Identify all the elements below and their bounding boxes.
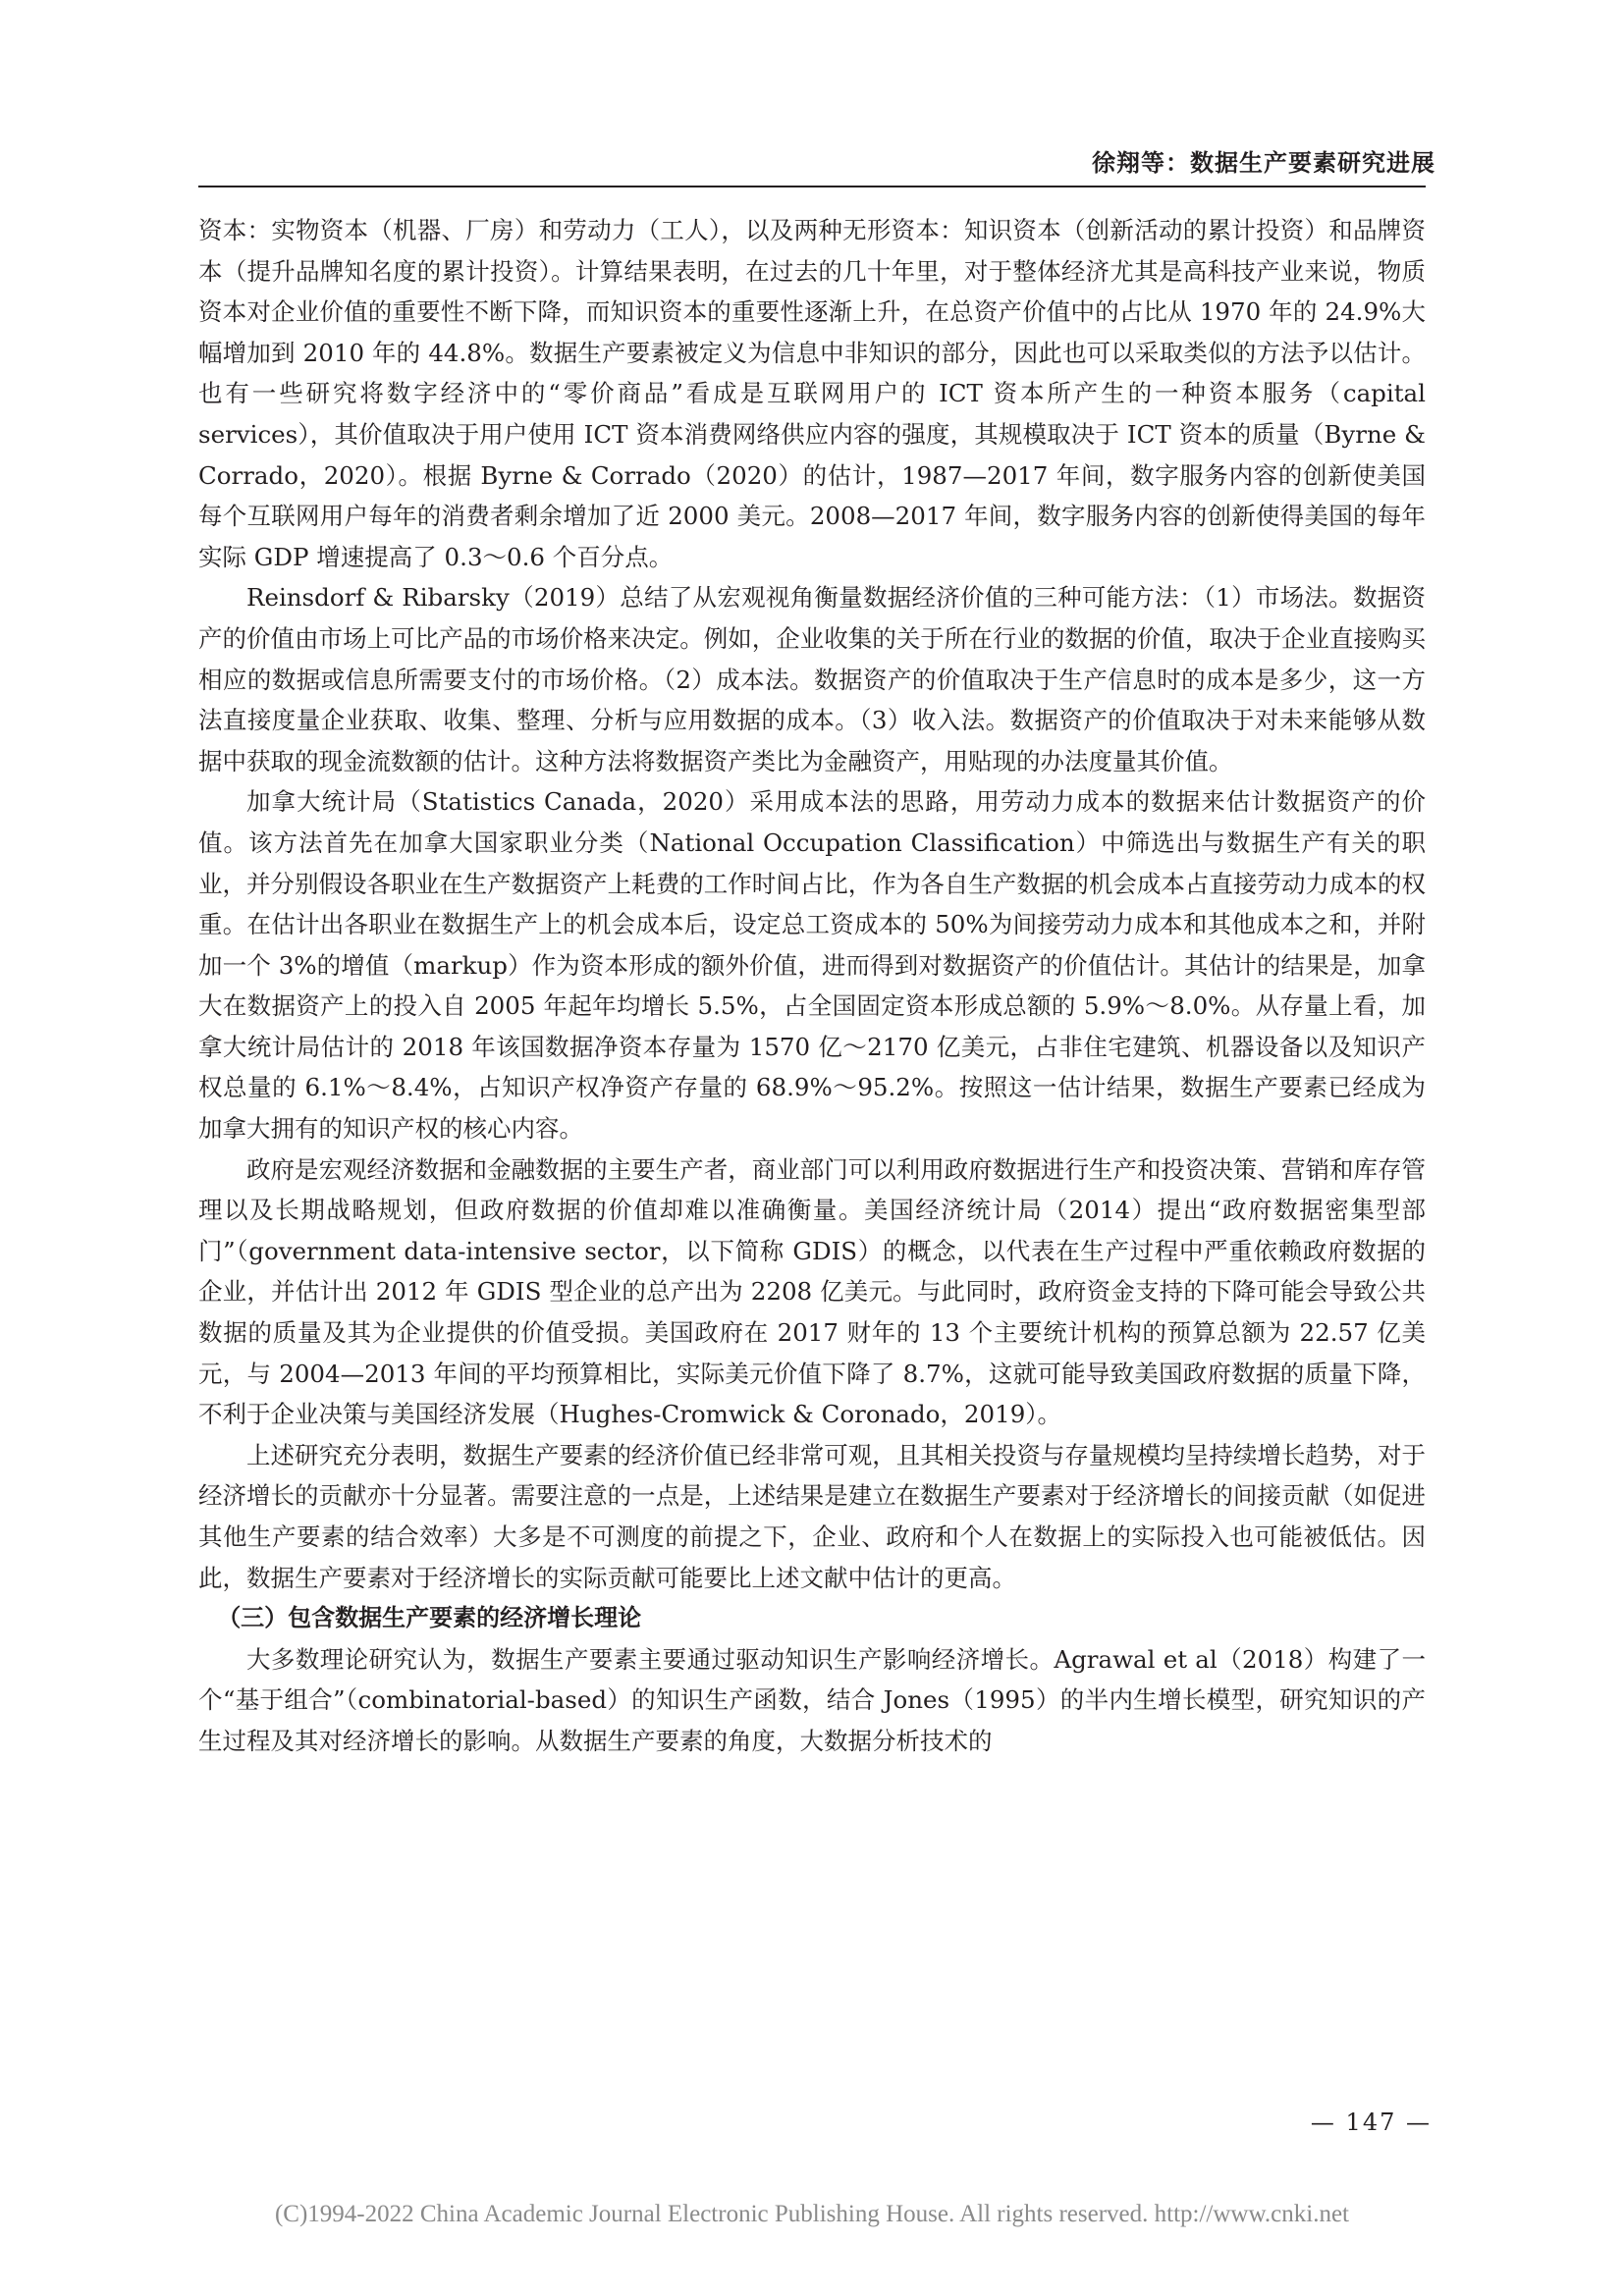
header-rule [198,186,1426,187]
body-paragraph-4: 政府是宏观经济数据和金融数据的主要生产者，商业部门可以利用政府数据进行生产和投资决策、营销和库存管理以及长期战略规划，但政府数据的价值却难以准确衡量。美国经济统计局（2014）提出“政府数据密集型部门”（government data-intensive sector，以下简称 GDIS）的概念，以代表在生产过程中严重依赖政府数据的企业，并估计出 2012 年 GDIS 型企业的总产出为 2208 亿美元。与此同时，政府资金支持的下降可能会导致公共数据的质量及其为企业提供的价值受损。美国政府在 2017 财年的 13 个主要统计机构的预算总额为 22.57 亿美元，与 2004—2013 年间的平均预算相比，实际美元价值下降了 8.7%，这就可能导致美国政府数据的质量下降，不利于企业决策与美国经济发展（Hughes-Cromwick & Coronado，2019）。 [198,1154,1426,1429]
section-paragraph: 大多数理论研究认为，数据生产要素主要通过驱动知识生产影响经济增长。Agrawal et al（2018）构建了一个“基于组合”（combinatorial-based）的知识生产函数，结合 Jones（1995）的半内生增长模型，研究知识的产生过程及其对经济增长的影响。从数据生产要素的角度，大数据分析技术的 [198,1644,1426,1755]
body-paragraph-2: Reinsdorf & Ribarsky（2019）总结了从宏观视角衡量数据经济价值的三种可能方法：（1）市场法。数据资产的价值由市场上可比产品的市场价格来决定。例如，企业收集的关于所在行业的数据的价值，取决于企业直接购买相应的数据或信息所需要支付的市场价格。（2）成本法。数据资产的价值取决于生产信息时的成本是多少，这一方法直接度量企业获取、收集、整理、分析与应用数据的成本。（3）收入法。数据资产的价值取决于对未来能够从数据中获取的现金流数额的估计。这种方法将数据资产类比为金融资产，用贴现的办法度量其价值。 [198,583,1426,775]
running-header-title: 徐翔等：数据生产要素研究进展 [1092,149,1435,177]
article-body [198,210,1426,1762]
page-number: — 147 — [1310,2109,1432,2136]
body-paragraph-3: 加拿大统计局（Statistics Canada，2020）采用成本法的思路，用劳动力成本的数据来估计数据资产的价值。该方法首先在加拿大国家职业分类（National Occupation Classification）中筛选出与数据生产有关的职业，并分别假设各职业在生产数据资产上耗费的工作时间占比，作为各自生产数据的机会成本占直接劳动力成本的权重。在估计出各职业在数据生产上的机会成本后，设定总工资成本的 50%为间接劳动力成本和其他成本之和，并附加一个 3%的增值（markup）作为资本形成的额外价值，进而得到对数据资产的价值估计。其估计的结果是，加拿大在数据资产上的投入自 2005 年起年均增长 5.5%，占全国固定资本形成总额的 5.9%～8.0%。从存量上看，加拿大统计局估计的 2018 年该国数据净资本存量为 1570 亿～2170 亿美元，占非住宅建筑、机器设备以及知识产权总量的 6.1%～8.4%，占知识产权净资产存量的 68.9%～95.2%。按照这一估计结果，数据生产要素已经成为加拿大拥有的知识产权的核心内容。 [198,787,1426,1144]
body-paragraph-1: 资本：实物资本（机器、厂房）和劳动力（工人），以及两种无形资本：知识资本（创新活动的累计投资）和品牌资本（提升品牌知名度的累计投资）。计算结果表明，在过去的几十年里，对于整体经济尤其是高科技产业来说，物质资本对企业价值的重要性不断下降，而知识资本的重要性逐渐上升，在总资产价值中的占比从 1970 年的 24.9%大幅增加到 2010 年的 44.8%。数据生产要素被定义为信息中非知识的部分，因此也可以采取类似的方法予以估计。也有一些研究将数字经济中的“零价商品”看成是互联网用户的 ICT 资本所产生的一种资本服务（capital services），其价值取决于用户使用 ICT 资本消费网络供应内容的强度，其规模取决于 ICT 资本的质量（Byrne & Corrado，2020）。根据 Byrne & Corrado（2020）的估计，1987—2017 年间，数字服务内容的创新使美国每个互联网用户每年的消费者剩余增加了近 2000 美元。2008—2017 年间，数字服务内容的创新使得美国的每年实际 GDP 增速提高了 0.3～0.6 个百分点。 [198,216,1426,571]
copyright-footer: (C)1994-2022 China Academic Journal Electronic Publishing House. All rights reserved. http://www.cnki.net [274,2201,1350,2227]
body-paragraph-5: 上述研究充分表明，数据生产要素的经济价值已经非常可观，且其相关投资与存量规模均呈持续增长趋势，对于经济增长的贡献亦十分显著。需要注意的一点是，上述结果是建立在数据生产要素对于经济增长的间接贡献（如促进其他生产要素的结合效率）大多是不可测度的前提之下，企业、政府和个人在数据上的实际投入也可能被低估。因此，数据生产要素对于经济增长的实际贡献可能要比上述文献中估计的更高。 [198,1440,1426,1592]
section-heading: （三）包含数据生产要素的经济增长理论 [217,1604,642,1632]
